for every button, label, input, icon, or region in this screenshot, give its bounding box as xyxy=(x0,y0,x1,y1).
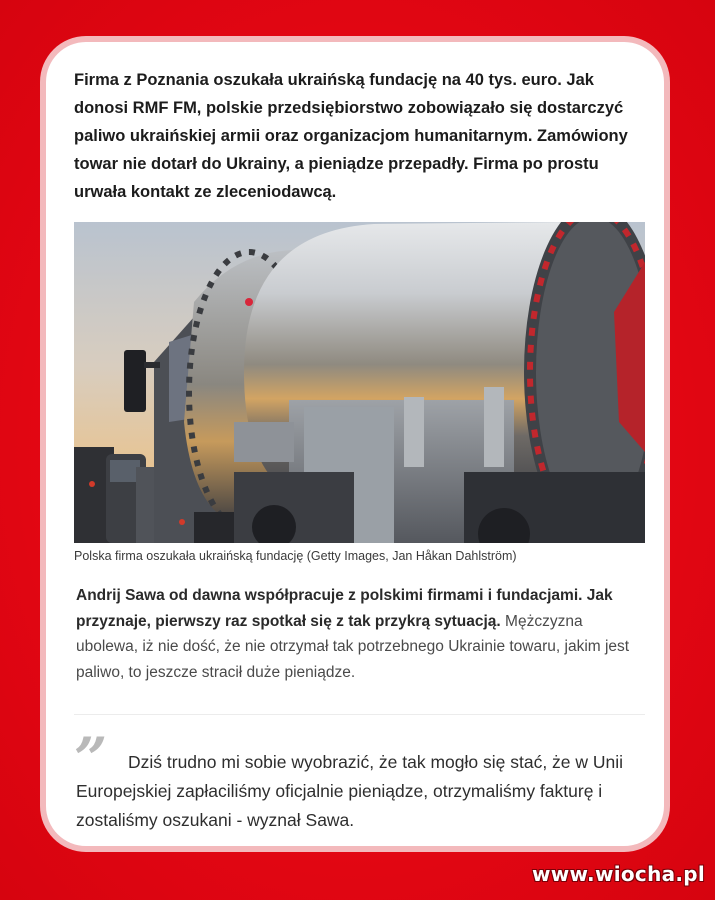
section-divider xyxy=(74,714,645,715)
article-photo-tanker-truck xyxy=(74,222,645,543)
article-card xyxy=(40,36,670,852)
article-lead: Firma z Poznania oszukała ukraińską fundację na 40 tys. euro. Jak donosi RMF FM, polskie przedsiębiorstwo zobowiązało się dostarczyć paliwo ukraińskiej armii oraz organizacjom humanitarnym. Zamówiony towar nie dotarł do Ukrainy, a pieniądze przepadły. Firma po prostu urwała kontakt ze zleceniodawcą. xyxy=(74,71,628,201)
article-card-inner xyxy=(46,42,664,846)
article-paragraph-bold: Andrij Sawa od dawna współpracuje z polskimi firmami i fundacjami. Jak przyznaje, pierwszy raz spotkał się z tak przykrą sytuacją. xyxy=(76,587,613,630)
photo-caption: Polska firma oszukała ukraińską fundację (Getty Images, Jan Håkan Dahlström) xyxy=(74,549,517,563)
blockquote-text: Dziś trudno mi sobie wyobrazić, że tak mogło się stać, że w Unii Europejskiej zapłaciliśmy oficjalnie pieniądze, otrzymaliśmy fakturę i zostaliśmy oszukani - wyznał Sawa. xyxy=(76,752,624,830)
site-watermark: www.wiocha.pl xyxy=(532,862,706,886)
article-paragraph-regular: Mężczyzna ubolewa, iż nie dość, że nie otrzymał tak potrzebnego Ukrainie towaru, jakim jest paliwo, to jeszcze stracił duże pieniądze. xyxy=(76,612,630,681)
article-paragraph xyxy=(76,583,641,685)
quote-mark-icon: ” xyxy=(74,725,108,793)
tanker-truck-illustration xyxy=(74,222,645,543)
